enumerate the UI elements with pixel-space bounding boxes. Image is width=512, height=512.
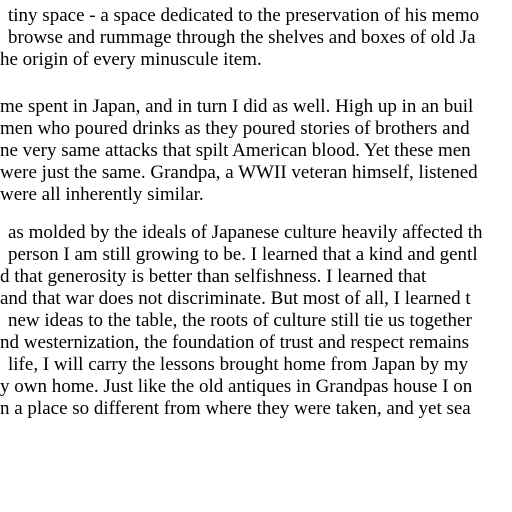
text-line: person I am still growing to be. I learned that a kind and gentl (8, 244, 478, 265)
text-line: and that war does not discriminate. But most of all, I learned t (0, 288, 471, 309)
text-line: nd westernization, the foundation of trust and respect remains (0, 332, 470, 353)
text-line: tiny space - a space dedicated to the preservation of his memo (8, 5, 480, 26)
text-line: y own home. Just like the old antiques in Grandpas house I on (0, 376, 473, 397)
text-line: were all inherently similar. (0, 184, 204, 205)
text-line: men who poured drinks as they poured stories of brothers and (0, 118, 470, 139)
text-line: new ideas to the table, the roots of culture still tie us together (8, 310, 472, 331)
paragraph-3 (0, 222, 482, 420)
text-line: ne very same attacks that spilt American blood. Yet these men (0, 140, 471, 161)
paragraph-1 (0, 5, 479, 71)
text-line: were just the same. Grandpa, a WWII veteran himself, listened (0, 162, 478, 183)
text-line: life, I will carry the lessons brought home from Japan by my (8, 354, 469, 375)
text-line: d that generosity is better than selfishness. I learned that (0, 266, 427, 287)
text-line: as molded by the ideals of Japanese culture heavily affected th (8, 222, 483, 243)
paragraph-2 (0, 96, 478, 206)
text-line: browse and rummage through the shelves and boxes of old Ja (8, 27, 476, 48)
text-line: me spent in Japan, and in turn I did as well. High up in an buil (0, 96, 474, 117)
text-line: he origin of every minuscule item. (0, 49, 262, 70)
text-line: n a place so different from where they were taken, and yet sea (0, 398, 471, 419)
